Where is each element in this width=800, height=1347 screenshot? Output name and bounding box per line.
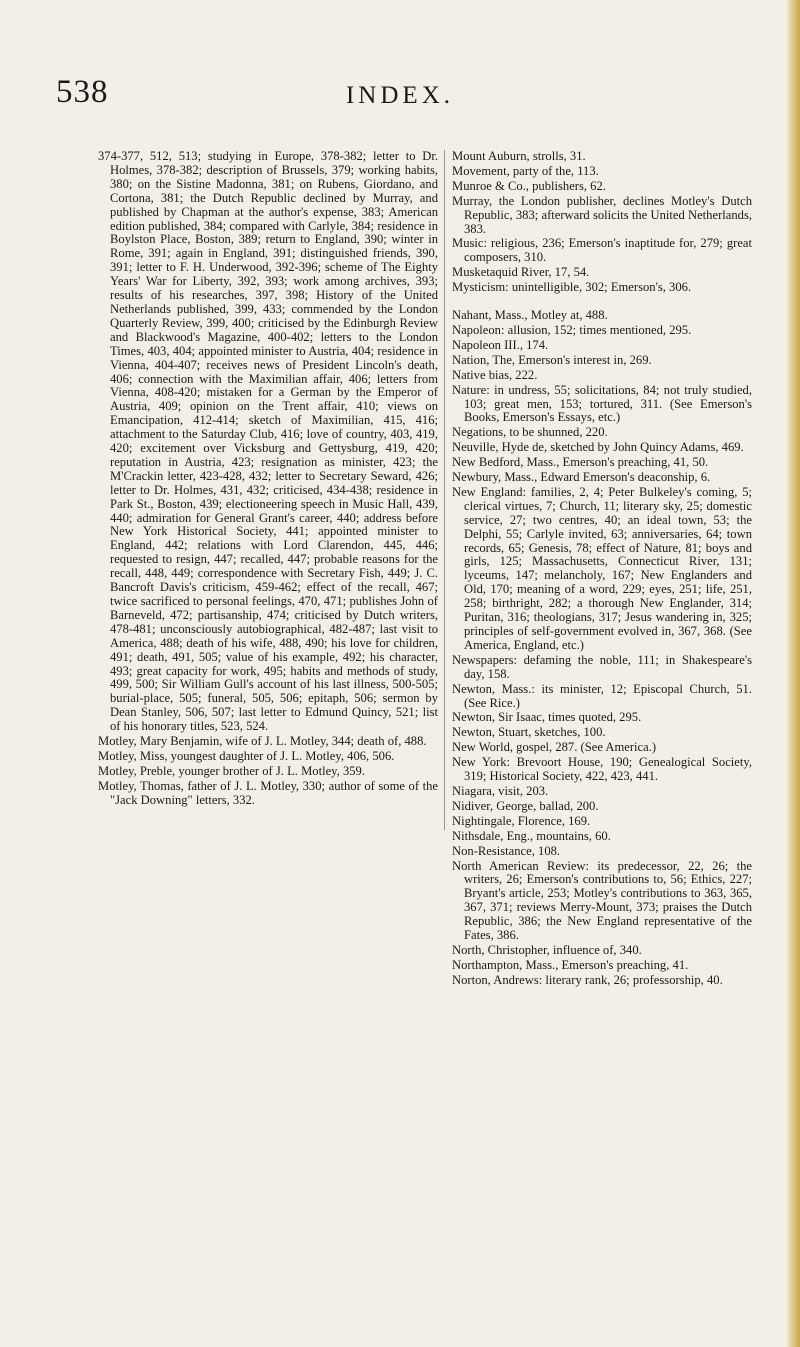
index-entry: New Bedford, Mass., Emerson's preaching, 41, 50. [452, 455, 709, 470]
index-entry: Newspapers: defaming the noble, 111; in Shakespeare's day, 158. [452, 652, 752, 681]
index-entry: New York: Brevoort House, 190; Genealogical Society, 319; Historical Society, 422, 423, 441. [452, 755, 752, 784]
index-entry: New World, gospel, 287. (See America.) [452, 740, 657, 755]
index-entry: Negations, to be shunned, 220. [452, 425, 608, 440]
index-entry: Native bias, 222. [452, 367, 538, 382]
index-entry: Motley, Mary Benjamin, wife of J. L. Motley, 344; death of, 488. [98, 734, 427, 749]
column-divider [444, 150, 445, 830]
index-entry: Music: religious, 236; Emerson's inaptitude for, 279; great composers, 310. [452, 236, 752, 265]
index-entry: Nightingale, Florence, 169. [452, 813, 591, 828]
index-entry: Nahant, Mass., Motley at, 488. [452, 308, 608, 323]
index-entry: North American Review: its predecessor, 22, 26; the writers, 26; Emerson's contributions to, 56; Ethics, 227; Bryant's article, 253; Motley's contributions to 363, 365, 367, 371; reviews Merry-Mount, 373; praises the Dutch Republic, 386; the New England representative of the Fates, 386. [452, 858, 752, 943]
index-entry: North, Christopher, influence of, 340. [452, 942, 642, 957]
running-title: INDEX. [345, 82, 454, 109]
index-entry: Norton, Andrews: literary rank, 26; professorship, 40. [452, 972, 723, 987]
index-entry: Motley, Miss, youngest daughter of J. L. Motley, 406, 506. [98, 748, 395, 763]
index-entry: Non-Resistance, 108. [452, 843, 561, 858]
index-entry: Motley, Preble, younger brother of J. L. Motley, 359. [98, 763, 365, 778]
index-entry: Newbury, Mass., Edward Emerson's deaconship, 6. [452, 470, 711, 485]
index-entry: Nithsdale, Eng., mountains, 60. [452, 828, 611, 843]
index-entry: Murray, the London publisher, declines Motley's Dutch Republic, 383; afterward solicits the United Netherlands, 383. [452, 193, 752, 236]
index-entry: Movement, party of the, 113. [452, 163, 599, 178]
index-column-right [452, 150, 752, 988]
index-entry: Napoleon III., 174. [452, 337, 549, 352]
page-edge [786, 0, 800, 1347]
index-entry: Mysticism: unintelligible, 302; Emerson's, 306. [452, 280, 692, 295]
index-entry: Neuville, Hyde de, sketched by John Quincy Adams, 469. [452, 440, 744, 455]
index-entry: Motley, Thomas, father of J. L. Motley, 330; author of some of the "Jack Downing" letters, 332. [98, 778, 438, 807]
index-entry: Napoleon: allusion, 152; times mentioned, 295. [452, 322, 692, 337]
index-entry: Nature: in undress, 55; solicitations, 84; not truly studied, 103; great men, 153; tortured, 311. (See Emerson's Books, Emerson's Essays, etc.) [452, 382, 752, 425]
index-entry: Nidiver, George, ballad, 200. [452, 798, 599, 813]
index-entry: Niagara, visit, 203. [452, 783, 549, 798]
index-column-left [98, 150, 438, 808]
index-entry: Newton, Stuart, sketches, 100. [452, 725, 606, 740]
index-entry: New England: families, 2, 4; Peter Bulkeley's coming, 5; clerical virtues, 7; Church, 11; literary sky, 25; domestic service, 27; two centres, 40; an ideal town, 53; the Delphi, 55; Carlyle invited, 63; anniversaries, 64; town records, 65; Genesis, 78; effect of Nature, 81; boys and girls, 125; Massachusetts, Connecticut River, 131; lyceums, 147; melancholy, 167; New Englanders and Old, 170; meaning of a word, 229; eyes, 251; life, 251, 258; birthright, 282; a thorough New Englander, 314; Puritan, 316; theologians, 317; Jesus wandering in, 325; principles of self-government evolved in, 367, 368. (See America, England, etc.) [452, 484, 752, 652]
index-entry: Newton, Sir Isaac, times quoted, 295. [452, 710, 642, 725]
index-entry: Newton, Mass.: its minister, 12; Episcopal Church, 51. (See Rice.) [452, 681, 752, 710]
page-number: 538 [56, 74, 109, 110]
index-entry: Mount Auburn, strolls, 31. [452, 149, 586, 163]
index-entry: 374-377, 512, 513; studying in Europe, 378-382; letter to Dr. Holmes, 378-382; description of Brussels, 379; working habits, 380; on the Sistine Madonna, 381; on Rubens, Giordano, and Cortona, 381; the Dutch Republic declined by Murray, and published by Chapman at the author's expense, 383; American edition published, 384; compared with Carlyle, 384; residence in Boylston Place, Boston, 389; return to England, 390; winter in Rome, 391; again in England, 391; distinguished friends, 390, 391; letter to F. H. Underwood, 392-396; scheme of The Eighty Years' War for Liberty, 392, 393; work among archives, 393; results of his researches, 397, 398; History of the United Netherlands published, 399, 433; commended by the London Quarterly Review, 399, 400; criticised by the Edinburgh Review and Blackwood's Magazine, 400-402; letters to the London Times, 403, 404; appointed minister to Austria, 404; residence in Vienna, 404-407; receives news of President Lincoln's death, 406; connection with the Maximilian affair, 406; letters from Vienna, 408-420; mistaken for a German by the Emperor of Austria, 409; opinion on the Trent affair, 410; views on Emancipation, 412-414; sketch of Maximilian, 415, 416; attachment to the Saturday Club, 416; love of country, 403, 419, 420; excitement over Vicksburg and Gettysburg, 419, 420; reputation in Austria, 423; resignation as minister, 423; the M'Crackin letter, 423-428, 432; letter to Secretary Seward, 426; letter to Dr. Holmes, 431, 432; criticised, 434-438; residence in Park St., Boston, 439; electioneering speech in Music Hall, 439, 440; admiration for General Grant's career, 440; address before New York Historical Society, 441; appointed minister to England, 442; relations with Lord Clarendon, 445, 446; requested to resign, 447; recalled, 447; probable reasons for the recall, 448, 449; correspondence with Secretary Fish, 449; J. C. Bancroft Davis's criticism, 459-462; effect of the recall, 467; twice sacrificed to personal feelings, 470, 471; publishes John of Barneveld, 472; partisanship, 474; criticised by Dutch writers, 478-481; unconsciously autobiographical, 482-487; last visit to America, 488; death of his wife, 488, 490; his love for children, 491; death, 491, 505; value of his example, 492; his character, 493; great capacity for work, 495; habits and methods of study, 499, 500; Sir William Gull's account of his last illness, 500-505; burial-place, 505; funeral, 505, 506; epitaph, 506; sermon by Dean Stanley, 506, 507; last letter to Edmund Quincy, 521; list of his honorary titles, 523, 524. [98, 149, 438, 734]
index-entry: Munroe & Co., publishers, 62. [452, 178, 606, 193]
index-entry: Northampton, Mass., Emerson's preaching, 41. [452, 957, 689, 972]
index-entry: Nation, The, Emerson's interest in, 269. [452, 352, 652, 367]
index-entry: Musketaquid River, 17, 54. [452, 265, 590, 280]
